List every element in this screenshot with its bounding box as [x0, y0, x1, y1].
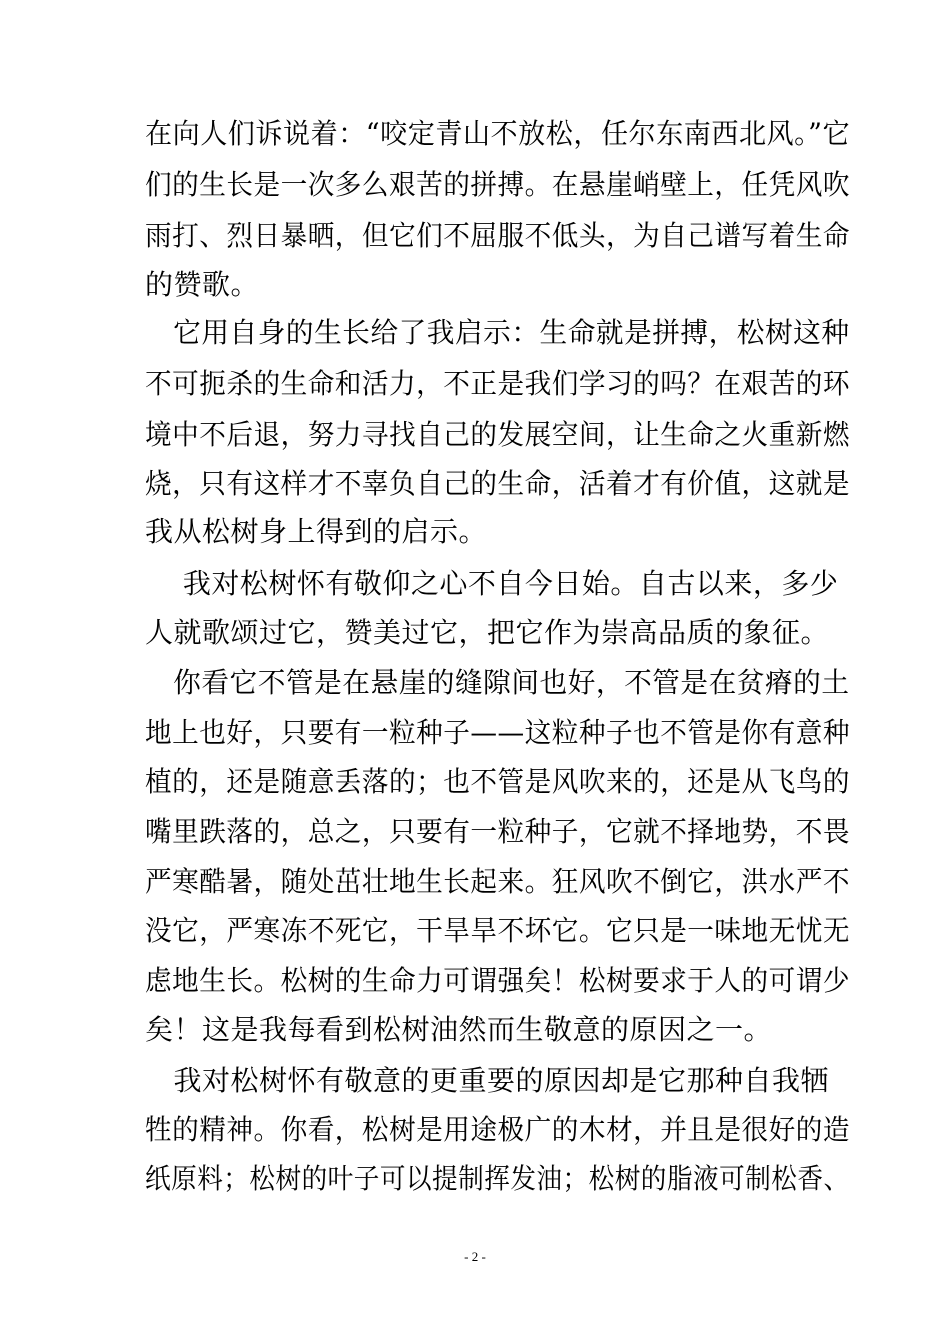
text-line: 嘴里跌落的，总之，只要有一粒种子，它就不择地势，不畏 — [145, 815, 851, 848]
text-line: 们的生长是一次多么艰苦的拼搏。在悬崖峭壁上，任凭风吹 — [145, 168, 851, 201]
text-line: 我对松树怀有敬意的更重要的原因却是它那种自我牺 — [145, 1064, 830, 1097]
text-line: 烧，只有这样才不辜负自己的生命，活着才有价值，这就是 — [145, 467, 851, 500]
text-line: 不可扼杀的生命和活力，不正是我们学习的吗？在艰苦的环 — [145, 367, 851, 400]
text-line: 在向人们诉说着：“咬定青山不放松，任尔东南西北风。”它 — [145, 117, 851, 150]
text-line: 人就歌颂过它，赞美过它，把它作为崇高品质的象征。 — [145, 616, 830, 649]
text-line: 地上也好，只要有一粒种子——这粒种子也不管是你有意种 — [145, 716, 851, 749]
text-line: 它用自身的生长给了我启示：生命就是拼搏，松树这种 — [145, 316, 850, 349]
text-line: 虑地生长。松树的生命力可谓强矣！松树要求于人的可谓少 — [145, 964, 851, 997]
text-line: 我从松树身上得到的启示。 — [145, 515, 488, 548]
text-line: 雨打、烈日暴晒，但它们不屈服不低头，为自己谱写着生命 — [145, 219, 851, 252]
text-line: 植的，还是随意丢落的；也不管是风吹来的，还是从飞鸟的 — [145, 765, 851, 798]
text-line: 我对松树怀有敬仰之心不自今日始。自古以来，多少 — [145, 567, 839, 600]
text-line: 没它，严寒冻不死它，干旱旱不坏它。它只是一味地无忧无 — [145, 914, 851, 947]
text-line: 矣！这是我每看到松树油然而生敬意的原因之一。 — [145, 1013, 773, 1046]
text-line: 严寒酷暑，随处茁壮地生长起来。狂风吹不倒它，洪水严不 — [145, 865, 851, 898]
text-line: 牲的精神。你看，松树是用途极广的木材，并且是很好的造 — [145, 1113, 851, 1146]
text-line: 纸原料；松树的叶子可以提制挥发油；松树的脂液可制松香、 — [145, 1162, 850, 1195]
text-line: 境中不后退，努力寻找自己的发展空间，让生命之火重新燃 — [145, 418, 851, 451]
text-line: 的赞歌。 — [145, 268, 260, 301]
page-number: - 2 - — [464, 1249, 486, 1264]
text-line: 你看它不管是在悬崖的缝隙间也好，不管是在贫瘠的土 — [145, 666, 850, 699]
